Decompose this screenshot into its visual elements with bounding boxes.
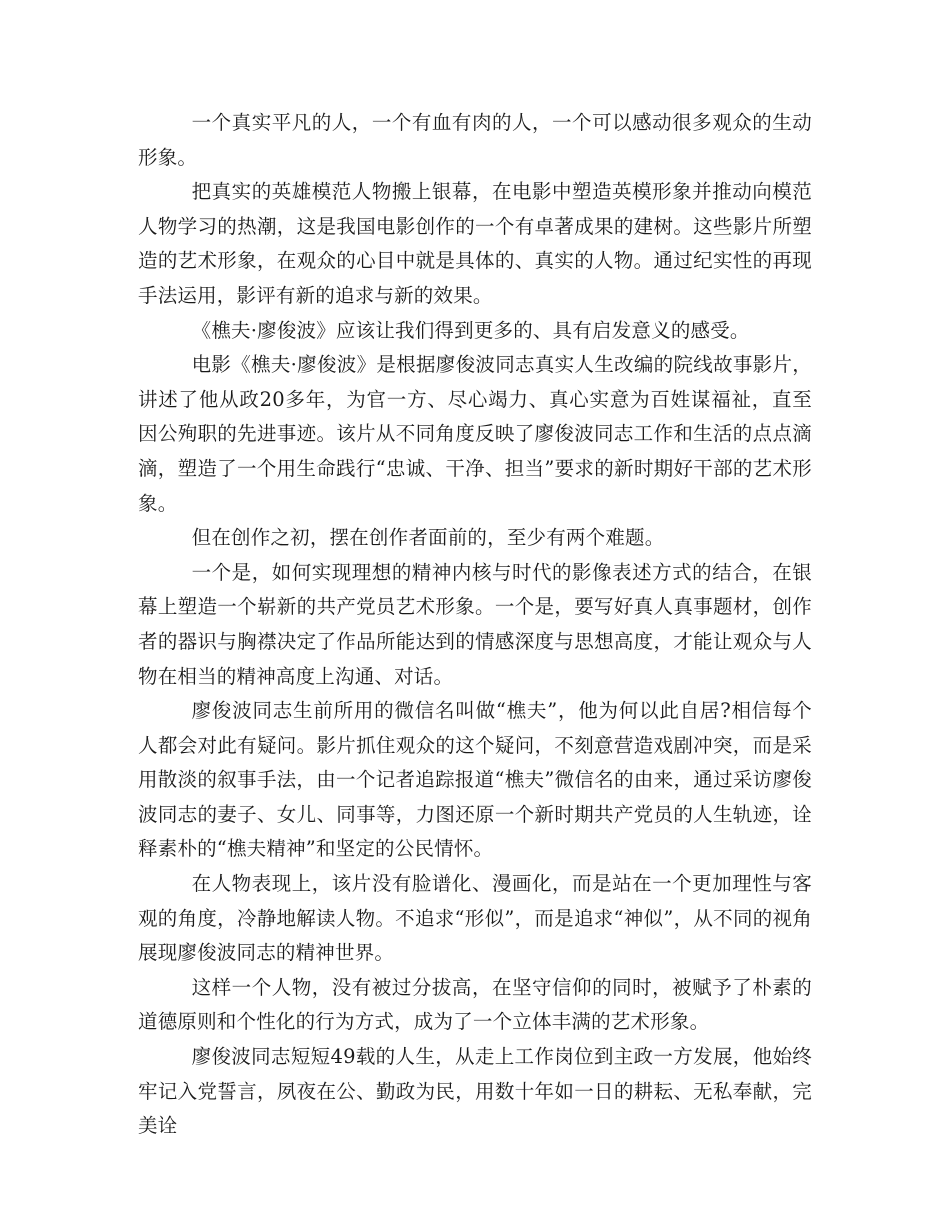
paragraph: 《樵夫·廖俊波》应该让我们得到更多的、具有启发意义的感受。 <box>191 318 750 342</box>
paragraph: 把真实的英雄模范人物搬上银幕，在电影中塑造英模形象并推动向模范人物学习的热潮，这是我国电影创作的一个有卓著成果的建树。这些影片所塑造的艺术形象，在观众的心目中就是具体的、真实的人物。通过纪实性的再现手法运用，影评有新的追求与新的效果。 <box>138 180 812 307</box>
paragraph: 廖俊波同志生前所用的微信名叫做“樵夫”，他为何以此自居?相信每个人都会对此有疑问。影片抓住观众的这个疑问，不刻意营造戏剧冲突，而是采用散淡的叙事手法，由一个记者追踪报道“樵夫”微信名的由来，通过采访廖俊波同志的妻子、女儿、同事等，力图还原一个新时期共产党员的人生轨迹，诠释素朴的“樵夫精神”和坚定的公民情怀。 <box>138 699 812 861</box>
paragraph: 但在创作之初，摆在创作者面前的，至少有两个难题。 <box>191 526 665 550</box>
paragraph: 廖俊波同志短短49载的人生，从走上工作岗位到主政一方发展，他始终牢记入党誓言，夙夜在公、勤政为民，用数十年如一日的耕耘、无私奉献，完美诠 <box>138 1045 812 1138</box>
document-body <box>138 106 812 1144</box>
paragraph: 在人物表现上，该片没有脸谱化、漫画化，而是站在一个更加理性与客观的角度，冷静地解读人物。不追求“形似”，而是追求“神似”，从不同的视角展现廖俊波同志的精神世界。 <box>138 872 812 965</box>
paragraph: 一个是，如何实现理想的精神内核与时代的影像表述方式的结合，在银幕上塑造一个崭新的共产党员艺术形象。一个是，要写好真人真事题材，创作者的器识与胸襟决定了作品所能达到的情感深度与思想高度，才能让观众与人物在相当的精神高度上沟通、对话。 <box>138 560 812 688</box>
paragraph: 一个真实平凡的人，一个有血有肉的人，一个可以感动很多观众的生动形象。 <box>138 111 812 169</box>
paragraph: 这样一个人物，没有被过分拔高，在坚守信仰的同时，被赋予了朴素的道德原则和个性化的行为方式，成为了一个立体丰满的艺术形象。 <box>138 975 812 1034</box>
paragraph: 电影《樵夫·廖俊波》是根据廖俊波同志真实人生改编的院线故事影片，讲述了他从政20多年，为官一方、尽心竭力、真心实意为百姓谋福祉，直至因公殉职的先进事迹。该片从不同角度反映了廖俊波同志工作和生活的点点滴滴，塑造了一个用生命践行“忠诚、干净、担当”要求的新时期好干部的艺术形象。 <box>138 353 812 515</box>
